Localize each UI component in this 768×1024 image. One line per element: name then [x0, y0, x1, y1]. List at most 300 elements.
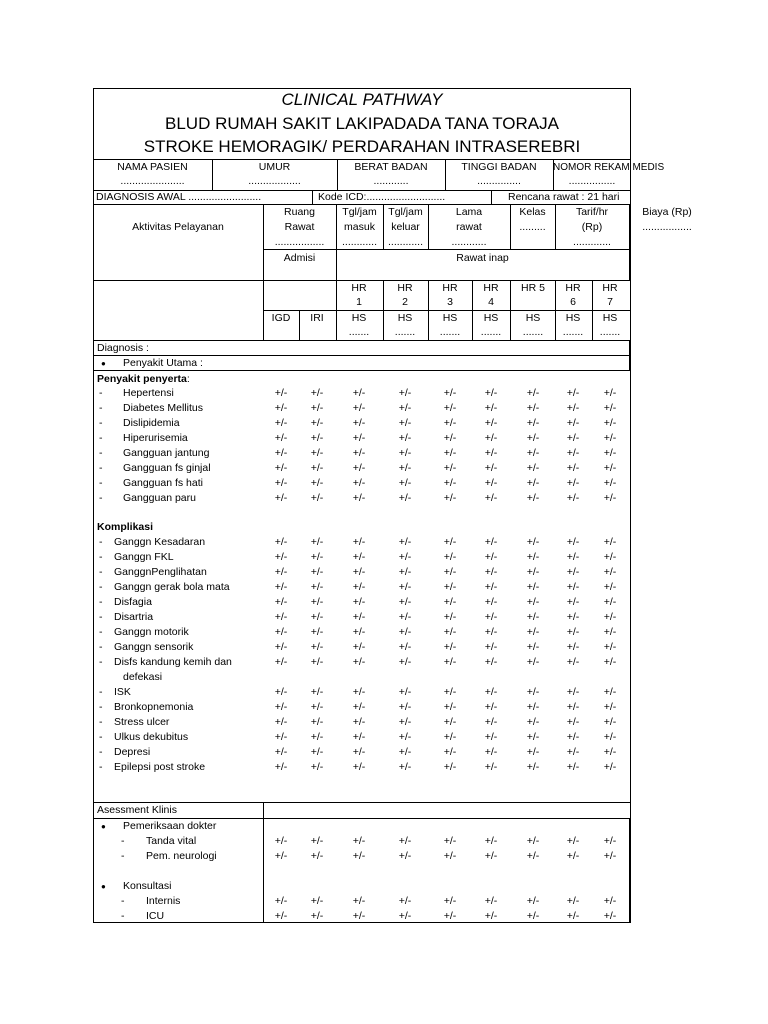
plus-minus-cell[interactable]: +/- — [310, 611, 324, 623]
plus-minus-cell[interactable]: +/- — [310, 641, 324, 653]
plus-minus-cell[interactable]: +/- — [566, 551, 580, 563]
plus-minus-cell[interactable]: +/- — [484, 656, 498, 668]
plus-minus-cell[interactable]: +/- — [603, 716, 617, 728]
plus-minus-cell[interactable]: +/- — [310, 656, 324, 668]
plus-minus-cell[interactable]: +/- — [443, 686, 457, 698]
plus-minus-cell[interactable]: +/- — [443, 626, 457, 638]
biaya-value[interactable]: ................. — [642, 221, 692, 233]
plus-minus-cell[interactable]: +/- — [526, 850, 540, 862]
plus-minus-cell[interactable]: +/- — [352, 850, 366, 862]
plus-minus-cell[interactable]: +/- — [484, 746, 498, 758]
komplikasi-item: Stress ulcer — [114, 716, 170, 728]
day-header: HR — [442, 282, 458, 294]
plus-minus-cell[interactable]: +/- — [310, 686, 324, 698]
tgl-masuk-value[interactable]: ............ — [341, 236, 377, 248]
plus-minus-cell[interactable]: +/- — [310, 477, 324, 489]
hs-value[interactable]: ....... — [562, 326, 584, 338]
plus-minus-cell[interactable]: +/- — [398, 432, 412, 444]
kode-icd[interactable]: Kode ICD:........................... — [318, 191, 446, 203]
plus-minus-cell[interactable]: +/- — [443, 656, 457, 668]
plus-minus-cell[interactable]: +/- — [352, 477, 366, 489]
plus-minus-cell[interactable]: +/- — [566, 432, 580, 444]
patient-field-value[interactable]: .................. — [248, 175, 301, 187]
plus-minus-cell[interactable]: +/- — [603, 611, 617, 623]
plus-minus-cell[interactable]: +/- — [603, 835, 617, 847]
plus-minus-cell[interactable]: +/- — [443, 402, 457, 414]
plus-minus-cell[interactable]: +/- — [443, 716, 457, 728]
penyerta-item: Hiperurisemia — [123, 432, 188, 444]
plus-minus-cell[interactable]: +/- — [398, 402, 412, 414]
plus-minus-cell[interactable]: +/- — [310, 716, 324, 728]
plus-minus-cell[interactable]: +/- — [310, 761, 324, 773]
plus-minus-cell[interactable]: +/- — [274, 387, 288, 399]
plus-minus-cell[interactable]: +/- — [526, 417, 540, 429]
plus-minus-cell[interactable]: +/- — [274, 477, 288, 489]
plus-minus-cell[interactable]: +/- — [398, 447, 412, 459]
plus-minus-cell[interactable]: +/- — [526, 835, 540, 847]
plus-minus-cell[interactable]: +/- — [310, 462, 324, 474]
plus-minus-cell[interactable]: +/- — [398, 611, 412, 623]
plus-minus-cell[interactable]: +/- — [603, 895, 617, 907]
plus-minus-cell[interactable]: +/- — [566, 656, 580, 668]
plus-minus-cell[interactable]: +/- — [484, 417, 498, 429]
plus-minus-cell[interactable]: +/- — [566, 462, 580, 474]
plus-minus-cell[interactable]: +/- — [352, 462, 366, 474]
plus-minus-cell[interactable]: +/- — [352, 551, 366, 563]
plus-minus-cell[interactable]: +/- — [274, 417, 288, 429]
plus-minus-cell[interactable]: +/- — [310, 626, 324, 638]
penyerta-item: Gangguan paru — [123, 492, 196, 504]
plus-minus-cell[interactable]: +/- — [603, 387, 617, 399]
plus-minus-cell[interactable]: +/- — [352, 566, 366, 578]
plus-minus-cell[interactable]: +/- — [526, 731, 540, 743]
plus-minus-cell[interactable]: +/- — [603, 477, 617, 489]
plus-minus-cell[interactable]: +/- — [352, 746, 366, 758]
plus-minus-cell[interactable]: +/- — [526, 581, 540, 593]
plus-minus-cell[interactable]: +/- — [526, 447, 540, 459]
plus-minus-cell[interactable]: +/- — [443, 641, 457, 653]
hs-value[interactable]: ....... — [348, 326, 370, 338]
plus-minus-cell[interactable]: +/- — [274, 462, 288, 474]
tarif-header: Tarif/hr — [575, 206, 609, 218]
plus-minus-cell[interactable]: +/- — [443, 895, 457, 907]
plus-minus-cell[interactable]: +/- — [352, 581, 366, 593]
komplikasi-item: Disfs kandung kemih dan — [114, 656, 232, 668]
plus-minus-cell[interactable]: +/- — [398, 417, 412, 429]
plus-minus-cell[interactable]: +/- — [352, 417, 366, 429]
plus-minus-cell[interactable]: +/- — [566, 910, 580, 922]
plus-minus-cell[interactable]: +/- — [566, 402, 580, 414]
plus-minus-cell[interactable]: +/- — [603, 686, 617, 698]
day-header: HR — [565, 282, 581, 294]
plus-minus-cell[interactable]: +/- — [566, 581, 580, 593]
plus-minus-cell[interactable]: +/- — [310, 402, 324, 414]
patient-field-label: NOMOR REKAM MEDIS — [553, 162, 665, 173]
plus-minus-cell[interactable]: +/- — [274, 686, 288, 698]
plus-minus-cell[interactable]: +/- — [484, 536, 498, 548]
plus-minus-cell[interactable]: +/- — [526, 701, 540, 713]
plus-minus-cell[interactable]: +/- — [398, 850, 412, 862]
hs-value[interactable]: ....... — [599, 326, 621, 338]
ruang-value[interactable]: ................. — [274, 236, 325, 248]
plus-minus-cell[interactable]: +/- — [398, 835, 412, 847]
plus-minus-cell[interactable]: +/- — [484, 611, 498, 623]
tarif-value[interactable]: ............. — [573, 236, 611, 248]
plus-minus-cell[interactable]: +/- — [443, 432, 457, 444]
plus-minus-cell[interactable]: +/- — [526, 566, 540, 578]
plus-minus-cell[interactable]: +/- — [398, 746, 412, 758]
diagnosis-label: Diagnosis : — [97, 342, 149, 354]
sub-column-label: IRI — [310, 312, 324, 324]
plus-minus-cell[interactable]: +/- — [274, 895, 288, 907]
plus-minus-cell[interactable]: +/- — [274, 641, 288, 653]
plus-minus-cell[interactable]: +/- — [566, 850, 580, 862]
plus-minus-cell[interactable]: +/- — [443, 746, 457, 758]
plus-minus-cell[interactable]: +/- — [274, 656, 288, 668]
plus-minus-cell[interactable]: +/- — [352, 492, 366, 504]
plus-minus-cell[interactable]: +/- — [310, 835, 324, 847]
tgl-keluar-value[interactable]: ............ — [387, 236, 423, 248]
plus-minus-cell[interactable]: +/- — [603, 910, 617, 922]
plus-minus-cell[interactable]: +/- — [603, 656, 617, 668]
plus-minus-cell[interactable]: +/- — [526, 477, 540, 489]
plus-minus-cell[interactable]: +/- — [310, 596, 324, 608]
plus-minus-cell[interactable]: +/- — [526, 432, 540, 444]
plus-minus-cell[interactable]: +/- — [603, 701, 617, 713]
plus-minus-cell[interactable]: +/- — [603, 402, 617, 414]
plus-minus-cell[interactable]: +/- — [526, 462, 540, 474]
plus-minus-cell[interactable]: +/- — [310, 566, 324, 578]
day-number: 4 — [488, 296, 494, 308]
diagnosis-awal[interactable]: DIAGNOSIS AWAL ......................... — [96, 191, 262, 203]
plus-minus-cell[interactable]: +/- — [443, 447, 457, 459]
plus-minus-cell[interactable]: +/- — [484, 596, 498, 608]
plus-minus-cell[interactable]: +/- — [603, 417, 617, 429]
plus-minus-cell[interactable]: +/- — [352, 447, 366, 459]
plus-minus-cell[interactable]: +/- — [310, 551, 324, 563]
plus-minus-cell[interactable]: +/- — [566, 447, 580, 459]
plus-minus-cell[interactable]: +/- — [526, 641, 540, 653]
hospital-name: BLUD RUMAH SAKIT LAKIPADADA TANA TORAJA — [165, 114, 559, 133]
plus-minus-cell[interactable]: +/- — [443, 731, 457, 743]
plus-minus-cell[interactable]: +/- — [398, 477, 412, 489]
plus-minus-cell[interactable]: +/- — [566, 477, 580, 489]
dash-icon: - — [99, 566, 103, 578]
plus-minus-cell[interactable]: +/- — [398, 387, 412, 399]
kelas-value[interactable]: ......... — [519, 221, 546, 233]
dash-icon: - — [121, 850, 125, 862]
plus-minus-cell[interactable]: +/- — [566, 596, 580, 608]
plus-minus-cell[interactable]: +/- — [398, 551, 412, 563]
plus-minus-cell[interactable]: +/- — [352, 656, 366, 668]
plus-minus-cell[interactable]: +/- — [398, 731, 412, 743]
plus-minus-cell[interactable]: +/- — [526, 596, 540, 608]
plus-minus-cell[interactable]: +/- — [274, 746, 288, 758]
plus-minus-cell[interactable]: +/- — [566, 686, 580, 698]
plus-minus-cell[interactable]: +/- — [352, 895, 366, 907]
pemeriksaan-dokter-label: Pemeriksaan dokter — [123, 820, 217, 832]
plus-minus-cell[interactable]: +/- — [310, 910, 324, 922]
plus-minus-cell[interactable]: +/- — [603, 596, 617, 608]
plus-minus-cell[interactable]: +/- — [352, 536, 366, 548]
plus-minus-cell[interactable]: +/- — [526, 656, 540, 668]
plus-minus-cell[interactable]: +/- — [274, 581, 288, 593]
dash-icon: - — [99, 641, 103, 653]
plus-minus-cell[interactable]: +/- — [443, 387, 457, 399]
plus-minus-cell[interactable]: +/- — [603, 432, 617, 444]
plus-minus-cell[interactable]: +/- — [310, 447, 324, 459]
plus-minus-cell[interactable]: +/- — [484, 686, 498, 698]
patient-field-label: TINGGI BADAN — [461, 161, 537, 173]
plus-minus-cell[interactable]: +/- — [398, 656, 412, 668]
plus-minus-cell[interactable]: +/- — [484, 432, 498, 444]
plus-minus-cell[interactable]: +/- — [566, 387, 580, 399]
plus-minus-cell[interactable]: +/- — [566, 716, 580, 728]
plus-minus-cell[interactable]: +/- — [443, 492, 457, 504]
tgl-keluar-header-2: keluar — [391, 221, 420, 233]
lama-header-2: rawat — [456, 221, 482, 233]
plus-minus-cell[interactable]: +/- — [352, 432, 366, 444]
plus-minus-cell[interactable]: +/- — [274, 716, 288, 728]
plus-minus-cell[interactable]: +/- — [566, 566, 580, 578]
plus-minus-cell[interactable]: +/- — [274, 566, 288, 578]
plus-minus-cell[interactable]: +/- — [484, 835, 498, 847]
plus-minus-cell[interactable]: +/- — [526, 626, 540, 638]
plus-minus-cell[interactable]: +/- — [274, 835, 288, 847]
plus-minus-cell[interactable]: +/- — [310, 701, 324, 713]
plus-minus-cell[interactable]: +/- — [484, 477, 498, 489]
penyerta-item: Gangguan fs ginjal — [123, 462, 211, 474]
plus-minus-cell[interactable]: +/- — [526, 686, 540, 698]
plus-minus-cell[interactable]: +/- — [352, 910, 366, 922]
plus-minus-cell[interactable]: +/- — [274, 731, 288, 743]
plus-minus-cell[interactable]: +/- — [443, 462, 457, 474]
plus-minus-cell[interactable]: +/- — [310, 746, 324, 758]
plus-minus-cell[interactable]: +/- — [526, 746, 540, 758]
plus-minus-cell[interactable]: +/- — [484, 895, 498, 907]
plus-minus-cell[interactable]: +/- — [484, 447, 498, 459]
plus-minus-cell[interactable]: +/- — [526, 402, 540, 414]
plus-minus-cell[interactable]: +/- — [484, 626, 498, 638]
plus-minus-cell[interactable]: +/- — [566, 746, 580, 758]
plus-minus-cell[interactable]: +/- — [484, 492, 498, 504]
plus-minus-cell[interactable]: +/- — [443, 536, 457, 548]
plus-minus-cell[interactable]: +/- — [398, 462, 412, 474]
plus-minus-cell[interactable]: +/- — [274, 432, 288, 444]
plus-minus-cell[interactable]: +/- — [352, 701, 366, 713]
plus-minus-cell[interactable]: +/- — [566, 641, 580, 653]
plus-minus-cell[interactable]: +/- — [398, 626, 412, 638]
plus-minus-cell[interactable]: +/- — [566, 895, 580, 907]
plus-minus-cell[interactable]: +/- — [603, 626, 617, 638]
plus-minus-cell[interactable]: +/- — [603, 492, 617, 504]
plus-minus-cell[interactable]: +/- — [274, 761, 288, 773]
plus-minus-cell[interactable]: +/- — [566, 626, 580, 638]
plus-minus-cell[interactable]: +/- — [310, 536, 324, 548]
plus-minus-cell[interactable]: +/- — [484, 566, 498, 578]
plus-minus-cell[interactable]: +/- — [484, 850, 498, 862]
plus-minus-cell[interactable]: +/- — [526, 716, 540, 728]
plus-minus-cell[interactable]: +/- — [603, 447, 617, 459]
plus-minus-cell[interactable]: +/- — [566, 536, 580, 548]
plus-minus-cell[interactable]: +/- — [603, 746, 617, 758]
plus-minus-cell[interactable]: +/- — [566, 701, 580, 713]
lama-value[interactable]: ............ — [451, 236, 487, 248]
plus-minus-cell[interactable]: +/- — [484, 731, 498, 743]
plus-minus-cell[interactable]: +/- — [566, 761, 580, 773]
plus-minus-cell[interactable]: +/- — [274, 611, 288, 623]
komplikasi-item: GanggnPenglihatan — [114, 566, 207, 578]
plus-minus-cell[interactable]: +/- — [603, 566, 617, 578]
plus-minus-cell[interactable]: +/- — [443, 417, 457, 429]
dash-icon: - — [99, 746, 103, 758]
hs-value[interactable]: ....... — [439, 326, 461, 338]
plus-minus-cell[interactable]: +/- — [352, 716, 366, 728]
plus-minus-cell[interactable]: +/- — [352, 731, 366, 743]
plus-minus-cell[interactable]: +/- — [526, 761, 540, 773]
plus-minus-cell[interactable]: +/- — [352, 761, 366, 773]
plus-minus-cell[interactable]: +/- — [484, 641, 498, 653]
plus-minus-cell[interactable]: +/- — [484, 402, 498, 414]
plus-minus-cell[interactable]: +/- — [526, 536, 540, 548]
hs-value[interactable]: ....... — [394, 326, 416, 338]
plus-minus-cell[interactable]: +/- — [398, 581, 412, 593]
plus-minus-cell[interactable]: +/- — [526, 551, 540, 563]
plus-minus-cell[interactable]: +/- — [352, 611, 366, 623]
plus-minus-cell[interactable]: +/- — [603, 731, 617, 743]
dash-icon: - — [99, 761, 103, 773]
plus-minus-cell[interactable]: +/- — [484, 910, 498, 922]
plus-minus-cell[interactable]: +/- — [398, 536, 412, 548]
plus-minus-cell[interactable]: +/- — [274, 910, 288, 922]
plus-minus-cell[interactable]: +/- — [603, 761, 617, 773]
plus-minus-cell[interactable]: +/- — [398, 566, 412, 578]
plus-minus-cell[interactable]: +/- — [566, 731, 580, 743]
dash-icon: - — [99, 462, 103, 474]
dash-icon: - — [99, 656, 103, 668]
plus-minus-cell[interactable]: +/- — [526, 492, 540, 504]
plus-minus-cell[interactable]: +/- — [443, 850, 457, 862]
plus-minus-cell[interactable]: +/- — [398, 641, 412, 653]
plus-minus-cell[interactable]: +/- — [484, 761, 498, 773]
plus-minus-cell[interactable]: +/- — [526, 387, 540, 399]
plus-minus-cell[interactable]: +/- — [274, 596, 288, 608]
plus-minus-cell[interactable]: +/- — [352, 596, 366, 608]
plus-minus-cell[interactable]: +/- — [310, 581, 324, 593]
plus-minus-cell[interactable]: +/- — [484, 716, 498, 728]
konsultasi-item: ICU — [146, 910, 165, 922]
plus-minus-cell[interactable]: +/- — [398, 895, 412, 907]
patient-field-value[interactable]: ................ — [568, 175, 616, 187]
penyerta-item: Gangguan jantung — [123, 447, 210, 459]
plus-minus-cell[interactable]: +/- — [274, 850, 288, 862]
plus-minus-cell[interactable]: +/- — [443, 761, 457, 773]
plus-minus-cell[interactable]: +/- — [352, 641, 366, 653]
plus-minus-cell[interactable]: +/- — [398, 701, 412, 713]
plus-minus-cell[interactable]: +/- — [566, 611, 580, 623]
patient-field-value[interactable]: ...................... — [120, 175, 185, 187]
plus-minus-cell[interactable]: +/- — [443, 910, 457, 922]
sub-column-label: HS — [565, 312, 581, 324]
plus-minus-cell[interactable]: +/- — [310, 387, 324, 399]
plus-minus-cell[interactable]: +/- — [398, 761, 412, 773]
plus-minus-cell[interactable]: +/- — [310, 417, 324, 429]
plus-minus-cell[interactable]: +/- — [484, 581, 498, 593]
plus-minus-cell[interactable]: +/- — [398, 910, 412, 922]
plus-minus-cell[interactable]: +/- — [310, 895, 324, 907]
plus-minus-cell[interactable]: +/- — [566, 492, 580, 504]
plus-minus-cell[interactable]: +/- — [310, 432, 324, 444]
plus-minus-cell[interactable]: +/- — [352, 626, 366, 638]
plus-minus-cell[interactable]: +/- — [352, 402, 366, 414]
plus-minus-cell[interactable]: +/- — [352, 835, 366, 847]
plus-minus-cell[interactable]: +/- — [603, 850, 617, 862]
plus-minus-cell[interactable]: +/- — [484, 462, 498, 474]
plus-minus-cell[interactable]: +/- — [398, 596, 412, 608]
plus-minus-cell[interactable]: +/- — [274, 536, 288, 548]
plus-minus-cell[interactable]: +/- — [274, 551, 288, 563]
plus-minus-cell[interactable]: +/- — [398, 686, 412, 698]
plus-minus-cell[interactable]: +/- — [526, 910, 540, 922]
plus-minus-cell[interactable]: +/- — [603, 462, 617, 474]
plus-minus-cell[interactable]: +/- — [443, 551, 457, 563]
plus-minus-cell[interactable]: +/- — [603, 641, 617, 653]
plus-minus-cell[interactable]: +/- — [443, 596, 457, 608]
plus-minus-cell[interactable]: +/- — [274, 447, 288, 459]
patient-field-value[interactable]: ............ — [373, 175, 409, 187]
komplikasi-item: Ganggn Kesadaran — [114, 536, 206, 548]
plus-minus-cell[interactable]: +/- — [274, 402, 288, 414]
plus-minus-cell[interactable]: +/- — [398, 716, 412, 728]
day-number: 7 — [607, 296, 613, 308]
day-header: HR 5 — [521, 282, 545, 294]
plus-minus-cell[interactable]: +/- — [352, 686, 366, 698]
plus-minus-cell[interactable]: +/- — [274, 626, 288, 638]
plus-minus-cell[interactable]: +/- — [526, 611, 540, 623]
komplikasi-item: Disfagia — [114, 596, 152, 608]
plus-minus-cell[interactable]: +/- — [566, 417, 580, 429]
plus-minus-cell[interactable]: +/- — [310, 850, 324, 862]
plus-minus-cell[interactable]: +/- — [398, 492, 412, 504]
hs-value[interactable]: ....... — [522, 326, 544, 338]
dash-icon: - — [99, 626, 103, 638]
plus-minus-cell[interactable]: +/- — [443, 835, 457, 847]
plus-minus-cell[interactable]: +/- — [310, 731, 324, 743]
plus-minus-cell[interactable]: +/- — [443, 477, 457, 489]
plus-minus-cell[interactable]: +/- — [443, 611, 457, 623]
plus-minus-cell[interactable]: +/- — [603, 581, 617, 593]
plus-minus-cell[interactable]: +/- — [566, 835, 580, 847]
plus-minus-cell[interactable]: +/- — [484, 551, 498, 563]
plus-minus-cell[interactable]: +/- — [603, 536, 617, 548]
day-number: 1 — [356, 296, 362, 308]
plus-minus-cell[interactable]: +/- — [484, 387, 498, 399]
penyerta-item: Gangguan fs hati — [123, 477, 203, 489]
plus-minus-cell[interactable]: +/- — [603, 551, 617, 563]
patient-field-value[interactable]: ............... — [477, 175, 521, 187]
plus-minus-cell[interactable]: +/- — [310, 492, 324, 504]
plus-minus-cell[interactable]: +/- — [526, 895, 540, 907]
hs-value[interactable]: ....... — [480, 326, 502, 338]
plus-minus-cell[interactable]: +/- — [443, 581, 457, 593]
plus-minus-cell[interactable]: +/- — [484, 701, 498, 713]
plus-minus-cell[interactable]: +/- — [274, 701, 288, 713]
plus-minus-cell[interactable]: +/- — [274, 492, 288, 504]
plus-minus-cell[interactable]: +/- — [352, 387, 366, 399]
plus-minus-cell[interactable]: +/- — [443, 701, 457, 713]
plus-minus-cell[interactable]: +/- — [443, 566, 457, 578]
sub-column-label: IGD — [271, 312, 291, 324]
